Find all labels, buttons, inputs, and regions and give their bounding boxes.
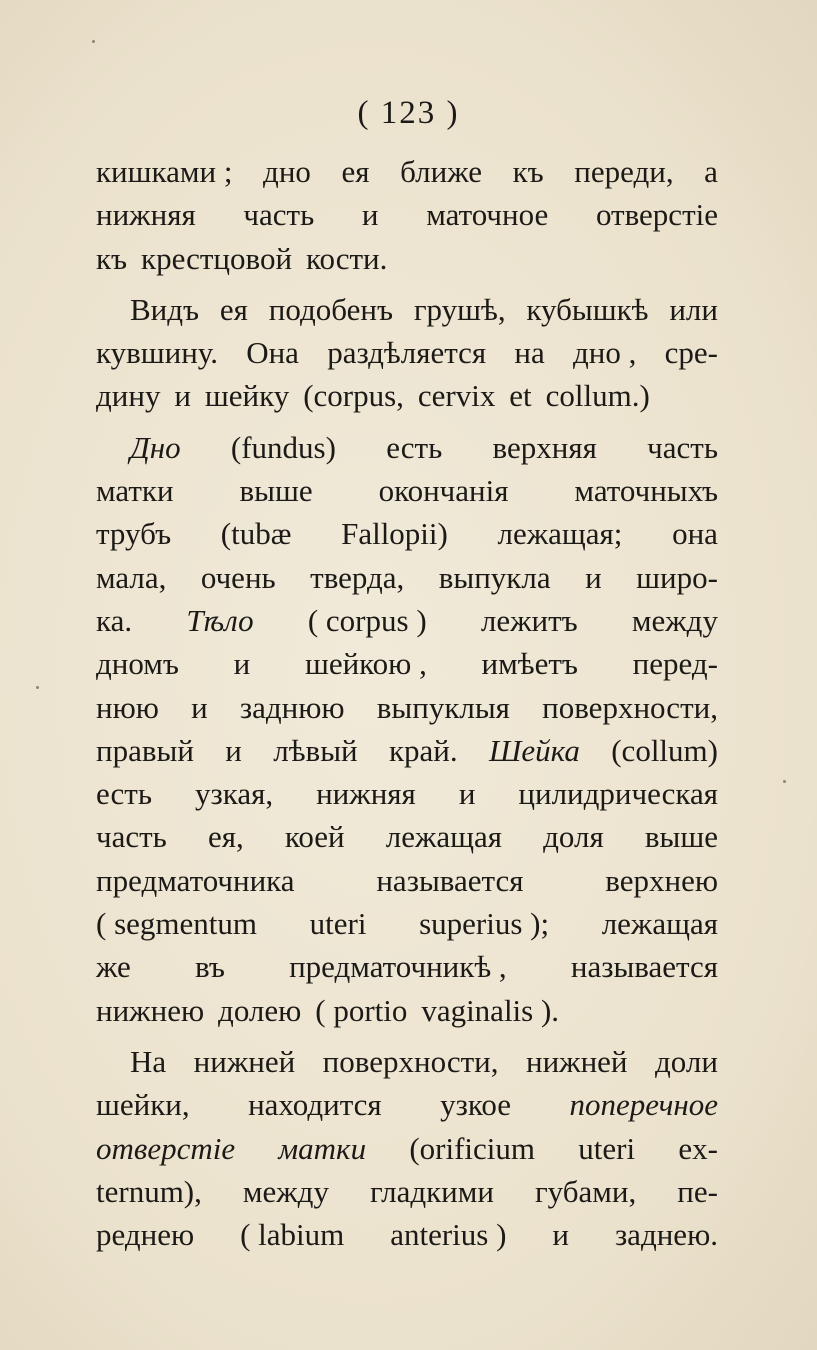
- word: Она: [246, 335, 299, 371]
- word: называется: [570, 949, 718, 985]
- text-line: [96, 556, 718, 599]
- word: ( corpus ): [307, 602, 427, 638]
- word: край.: [388, 732, 458, 768]
- word: (fundus): [230, 429, 336, 465]
- word: грушѣ,: [413, 291, 506, 327]
- word: collum.): [545, 378, 650, 414]
- italic-word: поперечное: [569, 1087, 718, 1123]
- word: мала,: [96, 559, 167, 595]
- word: и: [552, 1217, 569, 1253]
- word: и: [233, 646, 251, 682]
- word: дно: [263, 154, 311, 189]
- word: есть: [96, 776, 152, 812]
- word: на: [514, 335, 545, 371]
- text-line: [96, 426, 718, 469]
- text-line: [96, 815, 718, 858]
- word: перед-: [632, 646, 718, 682]
- paper-speck: [783, 780, 786, 783]
- word: superius );: [419, 906, 550, 942]
- word: предматочникѣ ,: [289, 949, 507, 985]
- text-line: [96, 945, 718, 988]
- word: выше: [644, 819, 718, 855]
- word: шейку: [204, 378, 290, 414]
- text-line: [96, 902, 718, 945]
- word: (orificium: [409, 1130, 536, 1166]
- word: верхняя: [492, 429, 597, 465]
- word: правый: [96, 732, 194, 768]
- word: нижнею: [96, 992, 205, 1028]
- word: заднюю: [239, 689, 345, 725]
- text-line: [96, 193, 718, 236]
- word: дину: [96, 378, 161, 414]
- word: къ: [96, 240, 128, 276]
- word: и: [191, 689, 208, 725]
- word: vaginalis ).: [421, 992, 560, 1028]
- word: ( labium: [240, 1217, 345, 1253]
- italic-word: отверстіе: [96, 1130, 236, 1166]
- word: кишками ;: [96, 154, 233, 189]
- paragraph: [96, 1040, 718, 1256]
- word: а: [704, 154, 718, 189]
- word: называется: [376, 862, 524, 898]
- paragraph: [96, 288, 718, 418]
- italic-word: матки: [278, 1130, 367, 1166]
- word: лежитъ: [480, 602, 578, 638]
- word: же: [96, 949, 131, 985]
- paper-speck: [92, 40, 95, 43]
- word: есть: [386, 429, 443, 465]
- word: поверхности,: [542, 689, 718, 725]
- word: маточное: [426, 197, 549, 233]
- text-line: [96, 989, 718, 1032]
- word: кувшину.: [96, 335, 218, 371]
- word: лѣвый: [273, 732, 358, 768]
- word: шейкою ,: [304, 646, 427, 682]
- word: поверхности,: [322, 1043, 499, 1079]
- word: предматочника: [96, 862, 295, 898]
- word: лежащая;: [497, 516, 623, 552]
- word: лежащая: [601, 906, 718, 942]
- word: очень: [200, 559, 276, 595]
- text-line: [96, 1170, 718, 1213]
- word: доли: [655, 1043, 718, 1079]
- word: трубъ: [96, 516, 172, 552]
- paragraph: [96, 150, 718, 280]
- word: cervix: [417, 378, 496, 414]
- word: между: [242, 1173, 329, 1209]
- paragraph-gap: [96, 418, 718, 426]
- word: нижняя: [316, 776, 416, 812]
- word: нижней: [193, 1043, 296, 1079]
- italic-word: Тѣло: [186, 602, 254, 638]
- text-line: [96, 729, 718, 772]
- word: верхнею: [605, 862, 718, 898]
- word: кубышкѣ: [526, 291, 649, 327]
- paragraph: [96, 426, 718, 1032]
- text-line: [96, 1040, 718, 1083]
- text-line: [96, 237, 718, 280]
- word: нижняя: [96, 197, 196, 233]
- word: часть: [647, 429, 718, 465]
- word: ея: [341, 154, 370, 189]
- word: ея: [219, 291, 248, 327]
- word: долею: [218, 992, 302, 1028]
- word: узкая,: [194, 776, 274, 812]
- text-line: [96, 642, 718, 685]
- word: нюю: [96, 689, 159, 725]
- word: отверстіе: [595, 197, 718, 233]
- word: (tubæ: [220, 516, 292, 552]
- text-line: [96, 686, 718, 729]
- text-line: [96, 512, 718, 555]
- word: широ-: [636, 559, 718, 595]
- word: матки: [96, 473, 174, 509]
- word: и: [585, 559, 602, 595]
- word: переди,: [574, 154, 674, 189]
- paragraph-gap: [96, 280, 718, 288]
- word: въ: [194, 949, 225, 985]
- word: ближе: [400, 154, 482, 189]
- word: гладкими: [369, 1173, 494, 1209]
- word: кости.: [305, 240, 388, 276]
- word: et: [509, 378, 532, 414]
- word: между: [631, 602, 718, 638]
- word: дномъ: [96, 646, 179, 682]
- word: раздѣляется: [327, 335, 487, 371]
- paper-speck: [36, 686, 39, 689]
- word: тверда,: [310, 559, 405, 595]
- word: выше: [239, 473, 313, 509]
- word: подобенъ: [268, 291, 393, 327]
- word: дно ,: [573, 335, 637, 371]
- word: или: [669, 291, 718, 327]
- word: крестцовой: [141, 240, 293, 276]
- page-number: ( 123 ): [357, 95, 460, 131]
- word: пе-: [677, 1173, 718, 1209]
- word: uteri: [309, 906, 367, 942]
- word: На: [130, 1043, 167, 1079]
- text-line: [96, 288, 718, 331]
- word: узкое: [440, 1087, 511, 1123]
- word: къ: [512, 154, 544, 189]
- word: ( segmentum: [96, 906, 257, 942]
- word: Fallopii): [341, 516, 448, 552]
- word: ( portio: [315, 992, 408, 1028]
- text-line: [96, 599, 718, 642]
- body-text: [96, 150, 718, 1256]
- word: Видъ: [130, 291, 200, 327]
- word: и: [361, 197, 379, 233]
- italic-word: Шейка: [489, 732, 580, 768]
- word: ка.: [96, 602, 133, 638]
- paragraph-gap: [96, 1032, 718, 1040]
- word: (corpus,: [303, 378, 404, 414]
- word: она: [672, 516, 718, 552]
- word: имѣетъ: [481, 646, 578, 682]
- word: выпукла: [438, 559, 551, 595]
- text-line: [96, 331, 718, 374]
- word: лежащая: [385, 819, 503, 855]
- word: находится: [248, 1087, 382, 1123]
- word: anterius ): [390, 1217, 507, 1253]
- word: цилидрическая: [518, 776, 718, 812]
- text-line: [96, 469, 718, 512]
- word: шейки,: [96, 1087, 190, 1123]
- word: окончанія: [378, 473, 509, 509]
- text-line: [96, 1127, 718, 1170]
- text-line: [96, 859, 718, 902]
- word: часть: [96, 819, 167, 855]
- italic-word: Дно: [130, 429, 181, 465]
- word: uteri: [578, 1130, 636, 1166]
- text-line: [96, 1213, 718, 1256]
- word: ея,: [207, 819, 244, 855]
- text-line: [96, 1083, 718, 1126]
- word: коей: [284, 819, 345, 855]
- text-line: [96, 374, 718, 417]
- text-line: [96, 150, 718, 193]
- word: маточныхъ: [574, 473, 718, 509]
- word: часть: [243, 197, 315, 233]
- word: и: [174, 378, 191, 414]
- word: ex-: [678, 1130, 718, 1166]
- word: нижней: [525, 1043, 628, 1079]
- word: сре-: [664, 335, 718, 371]
- word: губами,: [534, 1173, 637, 1209]
- word: и: [458, 776, 476, 812]
- word: выпуклыя: [376, 689, 510, 725]
- word: ternum),: [96, 1173, 202, 1209]
- word: реднею: [96, 1217, 195, 1253]
- word: (collum): [611, 732, 718, 768]
- word: доля: [543, 819, 604, 855]
- word: и: [225, 732, 242, 768]
- text-line: [96, 772, 718, 815]
- word: заднею.: [614, 1217, 718, 1253]
